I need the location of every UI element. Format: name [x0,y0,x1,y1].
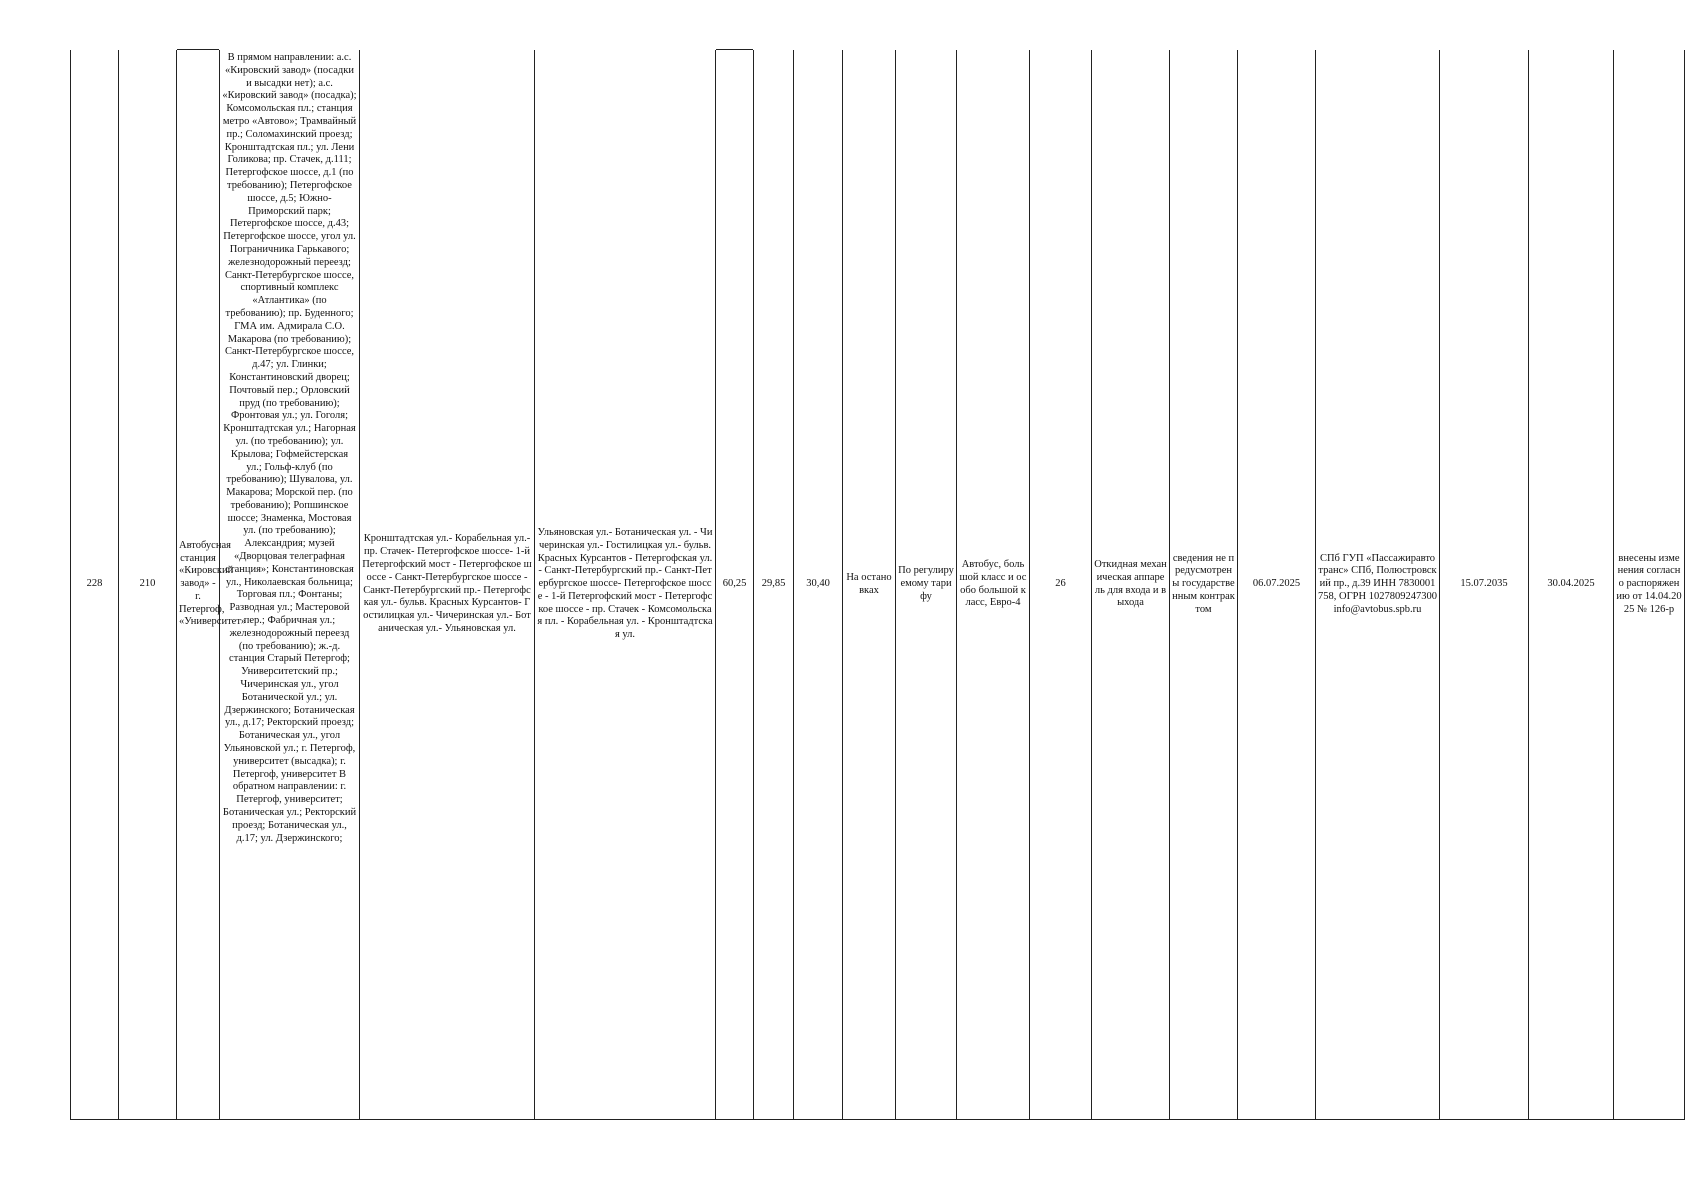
change-date: 30.04.2025 [1529,50,1614,1120]
end-date: 15.07.2035 [1440,50,1529,1120]
streets-forward: Кронштадтская ул.- Корабельная ул.- пр. Стачек- Петергофское шоссе- 1-й Петергофский мост - Петергофское шоссе - Санкт-Петербургское шоссе - Санкт-Петербургский пр.- Петергофская ул.- бульв. Красных Курсантов- Гостилицкая ул.- Чичеринская ул.- Ботаническая ул.- Ульяновская ул. [360,50,535,1120]
carrier-info: СПб ГУП «Пассажиравтотранс» СПб, Полюстровский пр., д.39 ИНН 7830001758, ОГРН 1027809247300 info@avtobus.spb.ru [1316,50,1440,1120]
route-name: Автобусная станция «Кировский завод» - г. Петергоф, «Университет» [177,50,220,1120]
streets-backward: Ульяновская ул.- Ботаническая ул. - Чичеринская ул.- Гостилицкая ул.- бульв. Красных Курсантов - Петергофская ул.- Санкт-Петербургский пр.- Санкт-Петербургское шоссе- Петергофское шоссе - 1-й Петергофский мост - Петергофское шоссе - пр. Стачек - Комсомольская пл. - Корабельная ул. - Кронштадтская ул. [535,50,716,1120]
registry-table [70,50,1685,1120]
vehicle-class: Автобус, большой класс и особо большой класс, Евро-4 [957,50,1030,1120]
vehicle-count: 26 [1030,50,1092,1120]
note: внесены изменения согласно распоряжению от 14.04.2025 № 126-р [1614,50,1685,1120]
length-total: 30,40 [794,50,843,1120]
tariff: По регулируемому тарифу [896,50,957,1120]
stop-order: На остановках [843,50,896,1120]
route-number: 210 [119,50,177,1120]
route-stops-text: В прямом направлении: а.с. «Кировский завод» (посадки и высадки нет); а.с. «Кировский завод» (посадка); Комсомольская пл.; станция метро «Автово»; Трамвайный пр.; Соломахинский проезд; Кронштадтская пл.; ул. Лени Голикова; пр. Стачек, д.111; Петергофское шоссе, д.1 (по требованию); Петергофское шоссе, д.5; Южно-Приморский парк; Петергофское шоссе, д.43; Петергофское шоссе, угол ул. Пограничника Гарькавого; железнодорожный переезд; Санкт-Петербургское шоссе, спортивный комплекс «Атлантика» (по требованию); пр. Буденного; ГМА им. Адмирала С.О. Макарова (по требованию); Санкт-Петербургское шоссе, д.47; ул. Глинки; Константиновский дворец; Почтовый пер.; Орловский пруд (по требованию); Фронтовая ул.; ул. Гоголя; Кронштадтская ул.; Нагорная ул. (по требованию); ул. Крылова; Гофмейстерская ул.; Гольф-клуб (по требованию); Шувалова, ул. Макарова; Морской пер. (по требованию); Ропшинское шоссе; Знаменка, Мостовая ул. (по требованию); Александрия; музей «Дворцовая телеграфная станция»; Константиновская ул., Николаевская больница; Торговая пл.; Фонтаны; Разводная ул.; Мастеровой пер.; Фабричная ул.; железнодорожный переезд (по требованию); ж.-д. станция Старый Петергоф; Университетский пр.; Чичеринская ул., угол Ботанической ул.; ул. Дзержинского; Ботаническая ул., д.17; Ректорский проезд; Ботаническая ул., угол Ульяновской ул.; г. Петергоф, университет (высадка); г. Петергоф, университет В обратном направлении: г. Петергоф, университет; Ботаническая ул.; Ректорский проезд; Ботаническая ул., д.17; ул. Дзержинского; [222,52,357,844]
registry-number: 228 [71,50,119,1120]
route-stops [220,50,360,1120]
table-row [71,50,1685,1120]
length-backward: 29,85 [754,50,794,1120]
start-date: 06.07.2025 [1238,50,1316,1120]
contract-info: сведения не предусмотрены государственным контрактом [1170,50,1238,1120]
ramp-equipment: Откидная механическая аппарель для входа и выхода [1092,50,1170,1120]
length-forward: 60,25 [716,50,754,1120]
